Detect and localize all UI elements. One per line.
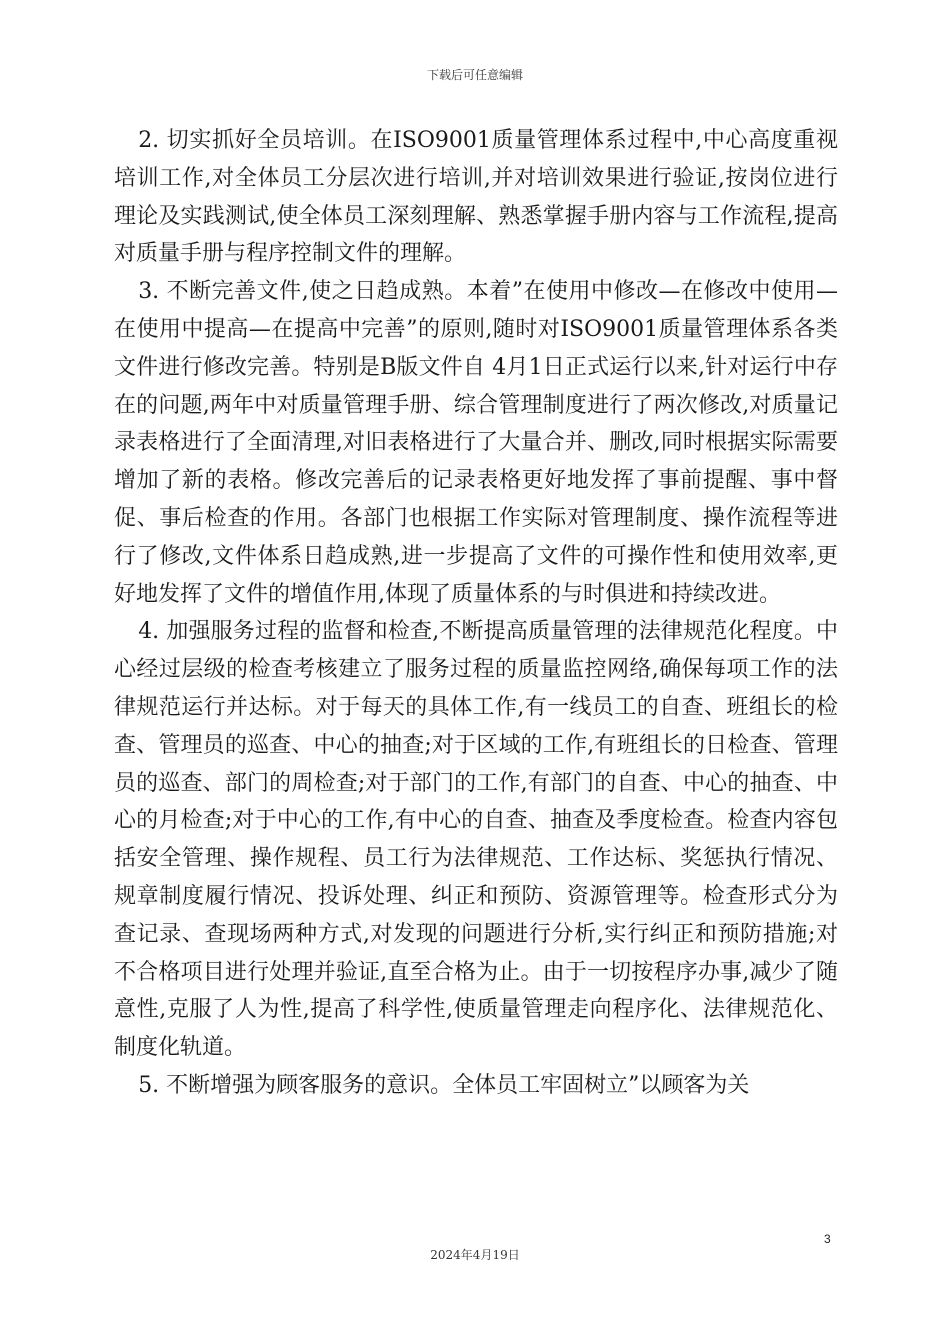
- page-footer-date: 2024年4月19日: [430, 1248, 520, 1262]
- page-number: 3: [824, 1232, 831, 1246]
- paragraph-3: 3. 不断完善文件,使之日趋成熟。本着”在使用中修改—在修改中使用—在使用中提高—在提高中完善”的原则,随时对ISO9001质量管理体系各类文件进行修改完善。特别是B版文件自 4月1日正式运行以来,针对运行中存在的问题,两年中对质量管理手册、综合管理制度进行了两次修改,对质量记录表格进行了全面清理,对旧表格进行了大量合并、删改,同时根据实际需要增加了新的表格。修改完善后的记录表格更好地发挥了事前提醒、事中督促、事后检查的作用。各部门也根据工作实际对管理制度、操作流程等进行了修改,文件体系日趋成熟,进一步提高了文件的可操作性和使用效率,更好地发挥了文件的增值作用,体现了质量体系的与时俱进和持续改进。: [114, 279, 838, 607]
- paragraph-4: 4. 加强服务过程的监督和检查,不断提高质量管理的法律规范化程度。中心经过层级的检查考核建立了服务过程的质量监控网络,确保每项工作的法律规范运行并达标。对于每天的具体工作,有一线员工的自查、班组长的检查、管理员的巡查、中心的抽查;对于区域的工作,有班组长的日检查、管理员的巡查、部门的周检查;对于部门的工作,有部门的自查、中心的抽查、中心的月检查;对于中心的工作,有中心的自查、抽查及季度检查。检查内容包括安全管理、操作规程、员工行为法律规范、工作达标、奖惩执行情况、规章制度履行情况、投诉处理、纠正和预防、资源管理等。检查形式分为查记录、查现场两种方式,对发现的问题进行分析,实行纠正和预防措施;对不合格项目进行处理并验证,直至合格为止。由于一切按程序办事,减少了随意性,克服了人为性,提高了科学性,使质量管理走向程序化、法律规范化、制度化轨道。: [114, 619, 838, 1061]
- document-body: [114, 122, 838, 1105]
- paragraph-5: 5. 不断增强为顾客服务的意识。全体员工牢固树立”以顾客为关: [138, 1072, 750, 1098]
- paragraph-2: 2. 切实抓好全员培训。在ISO9001质量管理体系过程中,中心高度重视培训工作,对全体员工分层次进行培训,并对培训效果进行验证,按岗位进行理论及实践测试,使全体员工深刻理解、熟悉掌握手册内容与工作流程,提高对质量手册与程序控制文件的理解。: [114, 128, 838, 267]
- page-header: 下载后可任意编辑: [426, 68, 523, 82]
